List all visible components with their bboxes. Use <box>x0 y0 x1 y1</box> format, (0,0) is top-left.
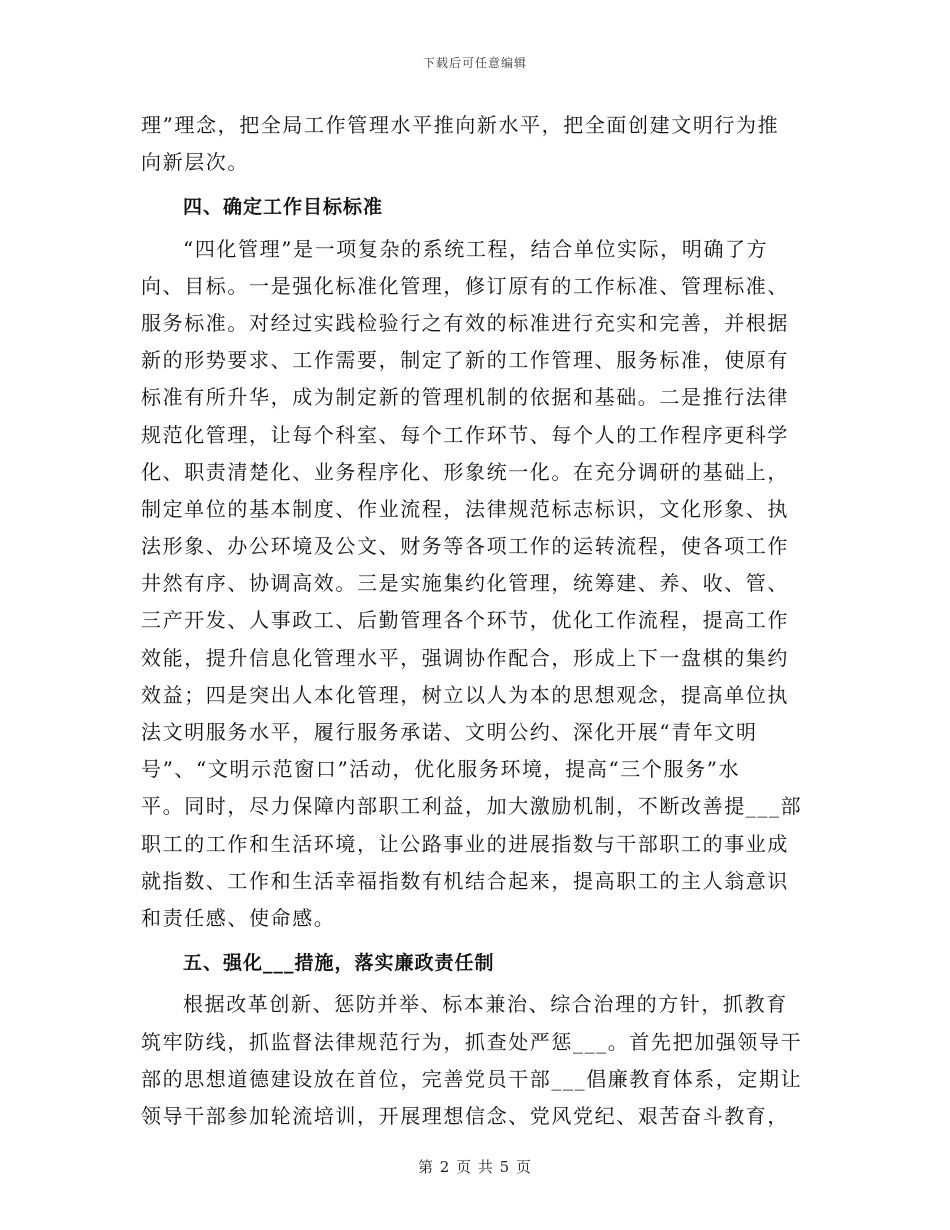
page-number: 第 2 页 共 5 页 <box>418 1158 532 1176</box>
text-line: 号”、“文明示范窗口”活动，优化服务环境，提高“三个服务”水 <box>141 757 741 782</box>
text-line: 化、职责清楚化、业务程序化、形象统一化。在充分调研的基础上， <box>141 459 789 484</box>
text-line: 新的形势要求、工作需要，制定了新的工作管理、服务标准，使原有 <box>141 348 789 373</box>
text-line: 服务标准。对经过实践检验行之有效的标准进行充实和完善，并根据 <box>141 310 789 335</box>
text-line: 向新层次。 <box>141 150 249 175</box>
text-line: “四化管理”是一项复杂的系统工程，结合单位实际，明确了方 <box>183 236 769 261</box>
document-body <box>141 107 811 1135</box>
text-line: 理”理念，把全局工作管理水平推向新水平，把全面创建文明行为推 <box>141 113 780 137</box>
section-heading: 四、确定工作目标标准 <box>183 196 384 219</box>
text-line: 制定单位的基本制度、作业流程，法律规范标志标识，文化形象、执 <box>141 496 789 521</box>
text-line: 部的思想道德建设放在首位，完善党员干部___倡廉教育体系，定期让 <box>141 1066 803 1091</box>
text-line: 规范化管理，让每个科室、每个工作环节、每个人的工作程序更科学 <box>141 422 789 447</box>
text-line: 平。同时，尽力保障内部职工利益，加大激励机制，不断改善提___部 <box>141 794 803 819</box>
text-line: 效益；四是突出人本化管理，树立以人为本的思想观念，提高单位执 <box>141 682 789 707</box>
text-line: 就指数、工作和生活幸福指数有机结合起来，提高职工的主人翁意识 <box>141 868 789 893</box>
text-line: 法形象、办公环境及公文、财务等各项工作的运转流程，使各项工作 <box>141 534 789 559</box>
text-line: 领导干部参加轮流培训，开展理想信念、党风党纪、艰苦奋斗教育， <box>141 1103 789 1128</box>
text-line: 和责任感、使命感。 <box>141 905 336 930</box>
section-heading: 五、强化___措施，落实廉政责任制 <box>183 952 495 975</box>
text-line: 井然有序、协调高效。三是实施集约化管理，统筹建、养、收、管、 <box>141 571 789 596</box>
text-line: 根据改革创新、惩防并举、标本兼治、综合治理的方针，抓教育 <box>183 992 788 1017</box>
text-line: 三产开发、人事政工、后勤管理各个环节，优化工作流程，提高工作 <box>141 608 789 633</box>
page-header-note: 下载后可任意编辑 <box>422 56 527 70</box>
text-line: 法文明服务水平，履行服务承诺、文明公约、深化开展“青年文明 <box>141 720 758 744</box>
text-line: 向、目标。一是强化标准化管理，修订原有的工作标准、管理标准、 <box>141 273 789 298</box>
text-line: 标准有所升华，成为制定新的管理机制的依据和基础。二是推行法律 <box>141 385 789 410</box>
text-line: 职工的工作和生活环境，让公路事业的进展指数与干部职工的事业成 <box>141 831 789 856</box>
text-line: 筑牢防线，抓监督法律规范行为，抓查处严惩___。首先把加强领导干 <box>141 1029 803 1054</box>
text-line: 效能，提升信息化管理水平，强调协作配合，形成上下一盘棋的集约 <box>141 645 789 670</box>
